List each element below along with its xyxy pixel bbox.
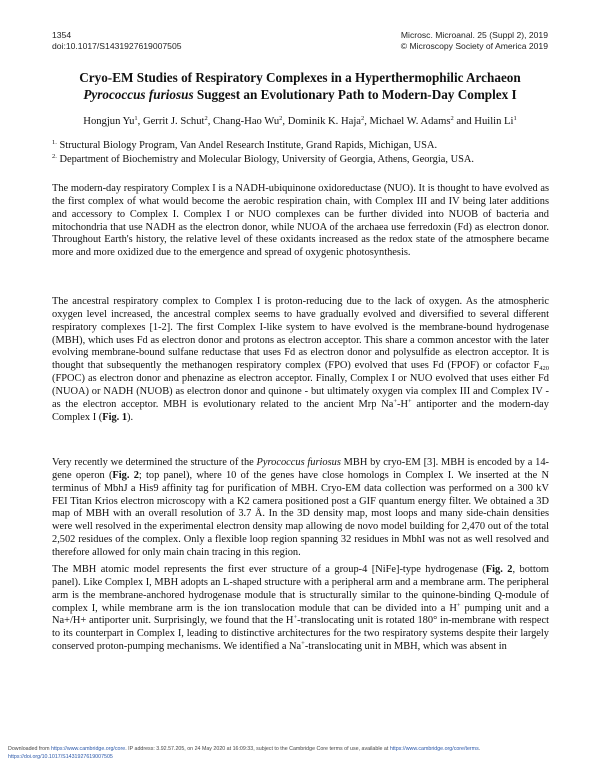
footer-link-core[interactable]: https://www.cambridge.org/core	[51, 746, 126, 752]
body-paragraph-4: The MBH atomic model represents the first ever structure of a group-4 [NiFe]-type hydrogenase (Fig. 2, bottom panel). Like Complex I, MBH adopts an L-shaped structure with a peripheral arm and a membrane arm. The peripheral arm is the membrane-anchored hydrogenase module that is structurally similar to the quinone-binding Q-module of complex I, while membrane arm is the ion translocation module that can be divided into a H+ pumping unit and a Na+/H+ antiporter unit. Surprisingly, we found that the H+-translocating unit is rotated 180° in-membrane with respect to its counterpart in Complex I, leading to distinctive architectures for the two respiratory systems despite their largely conserved proton-pumping mechanisms. We identified a Na+-translocating unit in MBH, which was absent in	[52, 564, 549, 653]
affiliation-1: $^{1.}$ Structural Biology Program, Van Andel Research Institute, Grand Rapids, Michigan, USA.	[52, 139, 438, 151]
author: Huilin Li	[474, 116, 514, 127]
title-line-1: Cryo-EM Studies of Respiratory Complexes in a Hyperthermophilic Archaeon	[79, 70, 521, 85]
title-line-2	[40, 87, 560, 104]
author-affiliation-marker: 2	[360, 115, 365, 122]
footer-line-2	[8, 754, 598, 762]
author-affiliation-marker: 1	[134, 115, 138, 122]
body-paragraph-3: Very recently we determined the structure of the Pyrococcus furiosus MBH by cryo-EM [3]. MBH is encoded by a 14-gene operon (Fig. 2; top panel), where 10 of the genes have close homologs in Complex I. We inserted at the N terminus of MbhJ a His9 affinity tag for purification of MBH. Cryo-EM data collection was performed on a 300 kV FEI Titan Krios electron microscopy with a K2 camera positioned post a GIF quantum energy filter. We obtained a 3D map of MBH with an overall resolution of 3.7 Å. In the 3D density map, most loops and many side-chain densities were well resolved in the experimental electron density map allowing de novo model building for 2,470 out of the total 2,502 residues of the complex. Only a flexible loop region spanning 32 residues in MbhI was not as well resolved and therefore allowed for only main chain tracing in this region.	[52, 457, 550, 558]
title-line-2-rest: Suggest an Evolutionary Path to Modern-Day Complex I	[193, 86, 517, 102]
author: Hongjun Yu	[83, 116, 135, 127]
author-affiliation-marker: 2	[204, 115, 208, 122]
copyright: © Microscopy Society of America 2019	[400, 41, 548, 51]
running-header-left	[52, 30, 182, 52]
page-number: 1354	[52, 30, 72, 40]
figure-reference: Fig. 1	[102, 411, 128, 423]
author: Chang-Hao Wu	[213, 116, 280, 127]
author-affiliation-marker: 1	[513, 115, 517, 122]
running-header-right	[401, 30, 548, 52]
author-list: Hongjun Yu$^1$, Gerrit J. Schut$^2$, Chang-Hao Wu$^2$, Dominik K. Haja$^2$, Michael W. Adams$^2$ and Huilin Li$^1$	[83, 115, 517, 127]
paper-title	[40, 70, 560, 103]
doi: doi:10.1017/S1431927619007505	[52, 41, 182, 51]
footer-line-1: Downloaded from https://www.cambridge.org/core. IP address: 3.92.57.205, on 24 May 2020 at 16:09:33, subject to the Cambridge Core terms of use, available at https://www.cambridge.org/core/terms.	[8, 746, 481, 752]
figure-reference: Fig. 2	[485, 564, 513, 575]
title-species: Pyrococcus furiosus	[83, 86, 194, 102]
subscript: 420	[539, 365, 549, 373]
author-affiliation-marker: 2	[450, 115, 454, 122]
journal-citation: Microsc. Microanal. 25 (Suppl 2), 2019	[400, 30, 548, 40]
author-affiliation-marker: 2	[279, 115, 283, 122]
body-paragraph-1: The modern-day respiratory Complex I is a NADH-ubiquinone oxidoreductase (NUO). It is thought to have evolved as the first complex of what would become the aerobic respiration chain, with Complex III and IV being later additions and accessory to Complex I. Complex I or NUO complexes can be further divided into NUOB of bacteria and mitochondria that use NADH as the electron donor, while NUOA of the archaea use ferredoxin (Fd) as electron donor. Throughout Earth's history, the relative level of these oxidants increased as the redox state of the atmosphere became more and more oxidized due to the emergence and spread of oxygenic photosynthesis.	[52, 183, 549, 259]
author: Michael W. Adams	[369, 116, 451, 127]
author: Dominik K. Haja	[287, 116, 361, 127]
affiliations	[52, 139, 474, 166]
download-footer	[8, 746, 598, 761]
affiliation-2: $^{2.}$ Department of Biochemistry and Molecular Biology, University of Georgia, Athens, Georgia, USA.	[52, 152, 474, 165]
author: Gerrit J. Schut	[142, 116, 205, 127]
footer-link-terms[interactable]: https://www.cambridge.org/core/terms	[389, 746, 479, 752]
species-name: Pyrococcus furiosus	[256, 457, 341, 468]
body-paragraph-2: The ancestral respiratory complex to Complex I is proton-reducing due to the lack of oxygen. As the atmospheric oxygen level increased, the ancestral complex seems to have gradually evolved and diversified to several different respiratory complexes [1-2]. The first Complex I-like system to have evolved is the membrane-bound hydrogenase (MBH), which uses Fd as electron donor and protons as electron acceptor. This share a common ancestor with the later evolving membrane-bound sulfane reductase that uses Fd as electron donor and polysulfide as electron acceptor. It is thought that subsequently the methanogen respiratory complex (FPO) evolved that uses Fd (FPOF) or cofactor $F_{420}$ (FPOC) as electron donor and phenazine as electron acceptor. Finally, Complex I or NUO evolved that uses either Fd (NUOA) or NADH (NUOB) as electron donor and quinone - but ultimately oxygen via complex III and Complex IV - as the electron acceptor. MBH is evolutionary related to the ancient Mrp Na+-H+ antiporter and the modern-day Complex I (Fig. 1).	[52, 296, 549, 423]
figure-reference: Fig. 2	[112, 469, 139, 481]
footer-link-doi[interactable]: https://doi.org/10.1017/S1431927619007505	[8, 753, 113, 760]
